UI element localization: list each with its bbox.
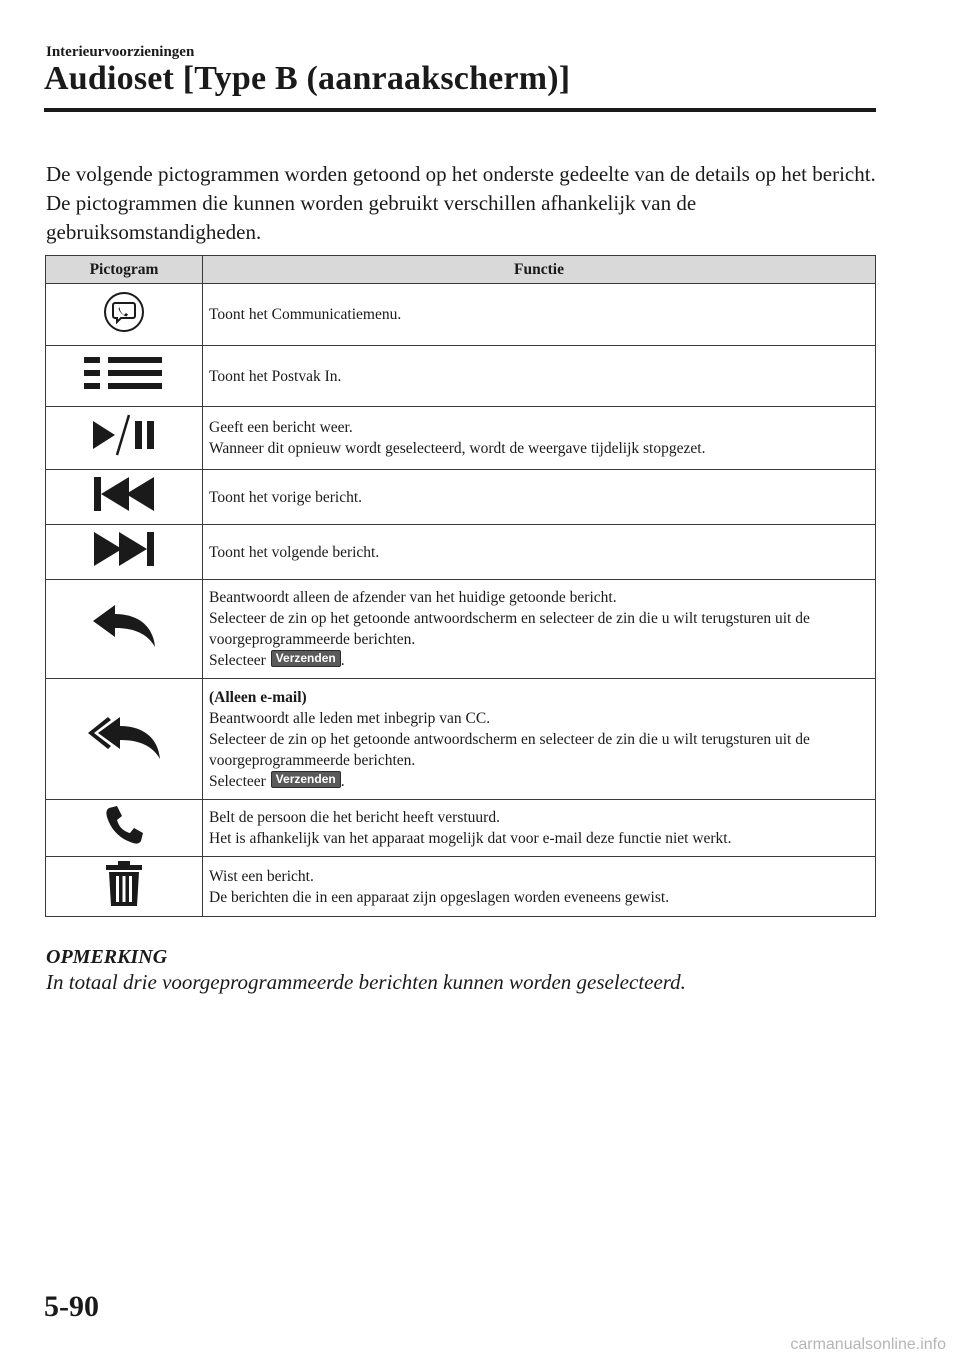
inbox-list-icon xyxy=(84,353,164,399)
column-header-functie: Functie xyxy=(203,256,876,284)
row-text: Toont het volgende bericht. xyxy=(209,543,380,561)
communication-menu-icon xyxy=(102,290,146,340)
select-suffix: . xyxy=(340,772,345,790)
section-label: Interieurvoorzieningen xyxy=(46,44,195,60)
row-text: Toont het vorige bericht. xyxy=(209,488,363,506)
note-text: In totaal drie voorgeprogrammeerde berichten kunnen worden geselecteerd. xyxy=(46,970,686,994)
phone-call-icon xyxy=(103,804,145,852)
table-row xyxy=(46,284,876,346)
verzenden-button-reference: Verzenden xyxy=(271,650,341,667)
row-text: Wanneer dit opnieuw wordt geselecteerd, wordt de weergave tijdelijk stopgezet. xyxy=(209,440,706,457)
pictogram-table xyxy=(45,255,876,917)
note-heading: OPMERKING xyxy=(46,946,168,968)
column-header-pictogram: Pictogram xyxy=(46,256,203,284)
table-row xyxy=(46,679,876,800)
row-text: Beantwoordt alle leden met inbegrip van CC. xyxy=(209,709,491,727)
table-row xyxy=(46,525,876,580)
table-row xyxy=(46,407,876,470)
next-track-icon xyxy=(93,530,155,574)
row-text: Beantwoordt alleen de afzender van het huidige getoonde bericht. xyxy=(209,589,617,606)
title-divider xyxy=(44,108,876,112)
table-row xyxy=(46,800,876,857)
row-text: Toont het Communicatiemenu. xyxy=(209,306,402,323)
reply-all-icon xyxy=(86,711,162,767)
select-prefix: Selecteer xyxy=(209,652,266,669)
play-pause-icon xyxy=(91,413,157,463)
select-suffix: . xyxy=(340,652,345,669)
table-row xyxy=(46,580,876,679)
row-text: Het is afhankelijk van het apparaat mogelijk dat voor e-mail deze functie niet werkt. xyxy=(209,830,732,847)
verzenden-button-reference: Verzenden xyxy=(271,771,341,788)
row-text: Geeft een bericht weer. xyxy=(209,419,353,436)
row-text: Selecteer de zin op het getoonde antwoordscherm en selecteer de zin die u wilt terugsturen uit de voorgeprogrammeerde berichten. xyxy=(209,610,810,648)
select-prefix: Selecteer xyxy=(209,772,266,790)
watermark: carmanualsonline.info xyxy=(790,1336,946,1353)
row-text: De berichten die in een apparaat zijn opgeslagen worden eveneens gewist. xyxy=(209,888,670,906)
row-text: Selecteer de zin op het getoonde antwoordscherm en selecteer de zin die u wilt terugsturen uit de voorgeprogrammeerde berichten. xyxy=(209,730,810,769)
row-text: Belt de persoon die het bericht heeft verstuurd. xyxy=(209,809,500,826)
row-text: Toont het Postvak In. xyxy=(209,367,342,385)
email-only-label: (Alleen e-mail) xyxy=(209,688,307,706)
intro-paragraph: De volgende pictogrammen worden getoond op het onderste gedeelte van de details op het bericht. De pictogrammen die kunnen worden gebruikt verschillen afhankelijk van de gebruiksomstandigheden. xyxy=(46,162,876,244)
table-header-row xyxy=(46,256,876,284)
table-row xyxy=(46,470,876,525)
previous-track-icon xyxy=(93,475,155,519)
trash-delete-icon xyxy=(104,860,144,914)
page-title: Audioset [Type B (aanraakscherm)] xyxy=(44,60,571,97)
row-text: Wist een bericht. xyxy=(209,867,314,885)
reply-icon xyxy=(91,603,157,655)
table-row xyxy=(46,857,876,917)
table-row xyxy=(46,346,876,407)
page-number: 5-90 xyxy=(44,1290,99,1323)
